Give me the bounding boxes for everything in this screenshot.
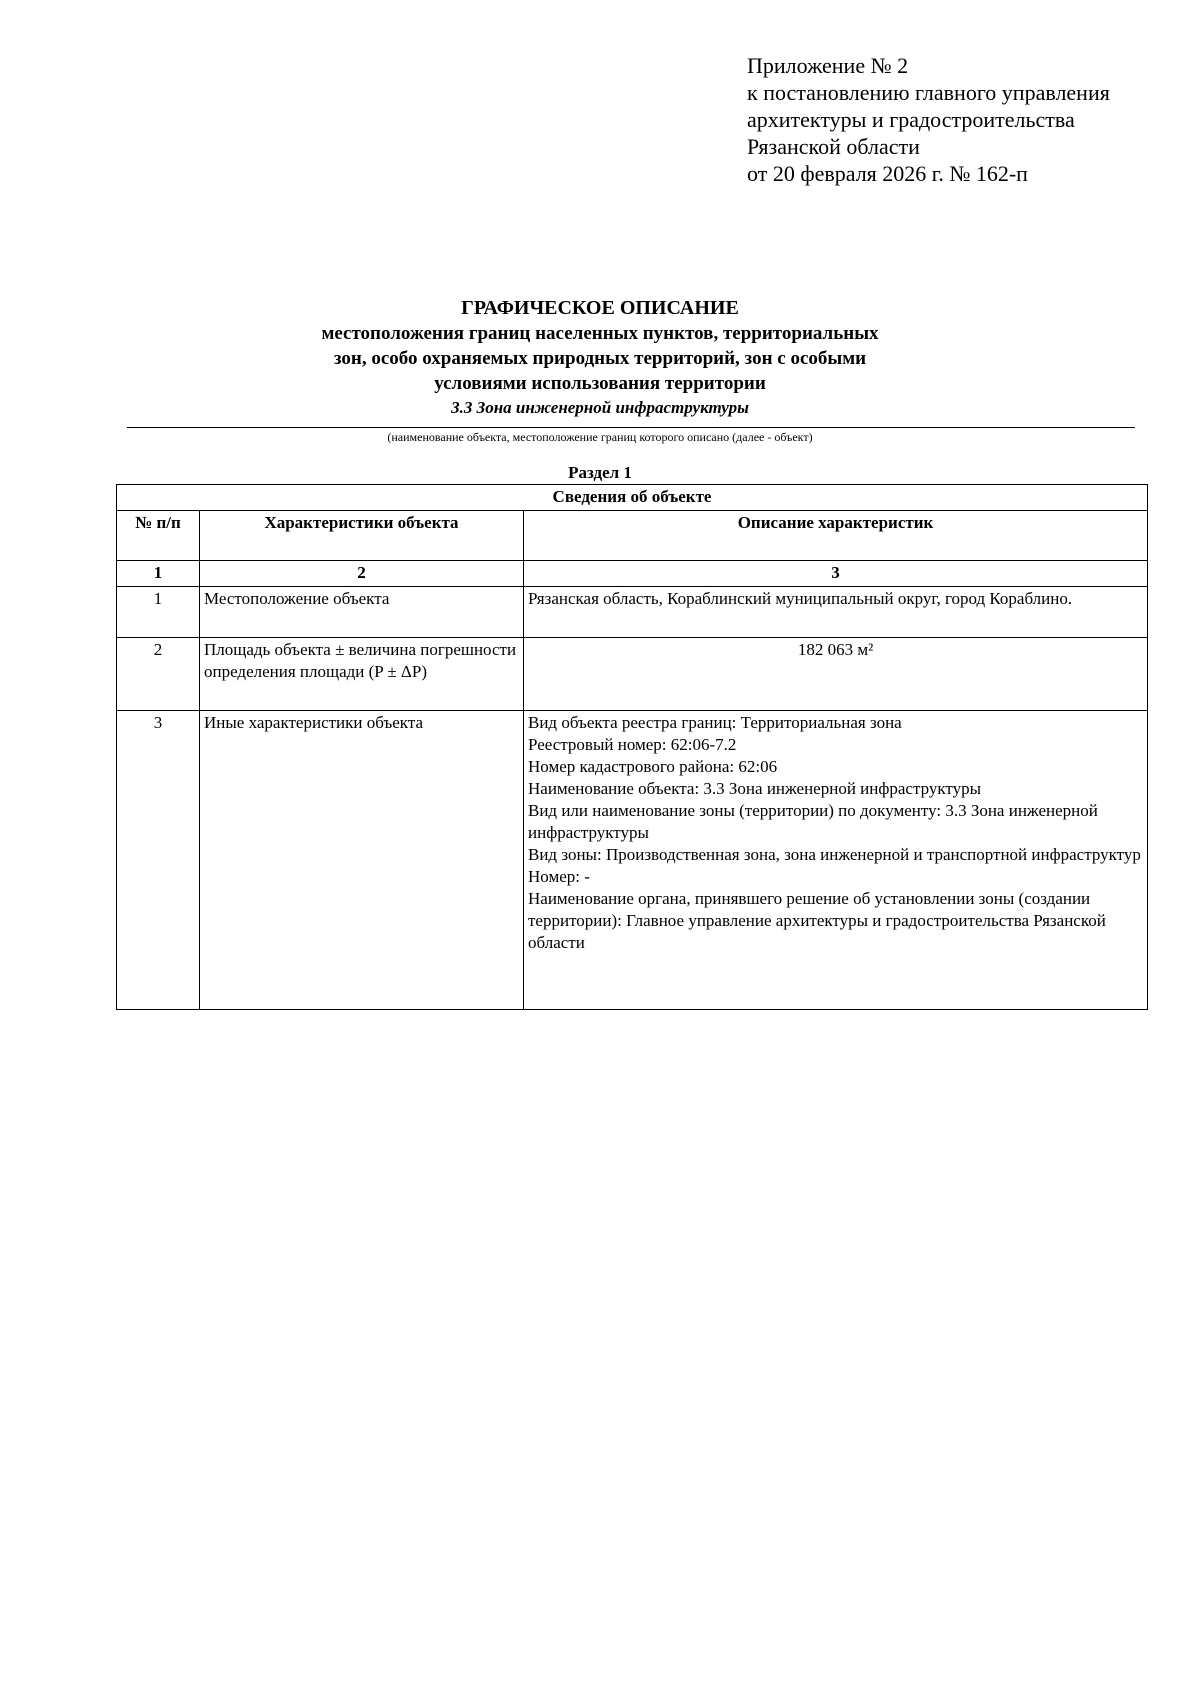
row-description: Рязанская область, Кораблинский муниципальный округ, город Кораблино.	[524, 587, 1148, 638]
section-title: Раздел 1	[568, 463, 632, 482]
object-name: 3.3 Зона инженерной инфраструктуры	[451, 398, 749, 417]
table-row	[117, 711, 1148, 1010]
document-title: ГРАФИЧЕСКОЕ ОПИСАНИЕ	[461, 297, 739, 319]
row-number: 2	[117, 638, 200, 711]
appendix-line: Рязанской области	[747, 134, 920, 159]
row-number: 3	[117, 711, 200, 1010]
table-header-row	[117, 511, 1148, 561]
document-subtitle-line: зон, особо охраняемых природных территорий, зон с особыми	[333, 348, 867, 369]
appendix-date-line: от 20 февраля 2026 г. № 162-п	[747, 161, 1028, 186]
object-info-table	[116, 484, 1148, 1010]
appendix-line: к постановлению главного управления	[747, 80, 1110, 105]
description-line: Номер кадастрового района: 62:06	[528, 757, 778, 776]
table-row	[117, 587, 1148, 638]
row-description	[524, 711, 1148, 1010]
header-description: Описание характеристик	[524, 511, 1148, 561]
object-caption: (наименование объекта, местоположение границ которого описано (далее - объект)	[387, 430, 813, 444]
appendix-line: Приложение № 2	[747, 53, 909, 78]
header-number: № п/п	[117, 511, 200, 561]
description-line: Номер: -	[528, 867, 590, 886]
row-description: 182 063 м²	[524, 638, 1148, 711]
document-subtitle-line: местоположения границ населенных пунктов, территориальных	[321, 323, 879, 344]
document-title-block	[0, 295, 1200, 420]
header-characteristic: Характеристики объекта	[200, 511, 524, 561]
description-line: Наименование объекта: 3.3 Зона инженерной инфраструктуры	[528, 779, 982, 798]
column-number: 3	[524, 561, 1148, 587]
table-caption-row	[117, 485, 1148, 511]
object-name-underline	[127, 427, 1135, 428]
appendix-block	[747, 52, 1110, 187]
column-number: 2	[200, 561, 524, 587]
column-number-row	[117, 561, 1148, 587]
column-number: 1	[117, 561, 200, 587]
row-characteristic: Площадь объекта ± величина погрешности определения площади (P ± ΔP)	[200, 638, 524, 711]
description-line: Наименование органа, принявшего решение об установлении зоны (создании территории): Главное управление архитектуры и градостроительства Рязанской области	[528, 889, 1106, 952]
description-line: Реестровый номер: 62:06-7.2	[528, 735, 737, 754]
table-row	[117, 638, 1148, 711]
description-line: Вид объекта реестра границ: Территориальная зона	[528, 713, 902, 732]
row-characteristic: Местоположение объекта	[200, 587, 524, 638]
row-characteristic: Иные характеристики объекта	[200, 711, 524, 1010]
description-line: Вид зоны: Производственная зона, зона инженерной и транспортной инфраструктур	[528, 845, 1141, 864]
row-number: 1	[117, 587, 200, 638]
description-line: Вид или наименование зоны (территории) по документу: 3.3 Зона инженерной инфраструктуры	[528, 801, 1098, 842]
document-subtitle-line: условиями использования территории	[434, 373, 766, 394]
table-caption: Сведения об объекте	[117, 485, 1148, 511]
appendix-line: архитектуры и градостроительства	[747, 107, 1075, 132]
